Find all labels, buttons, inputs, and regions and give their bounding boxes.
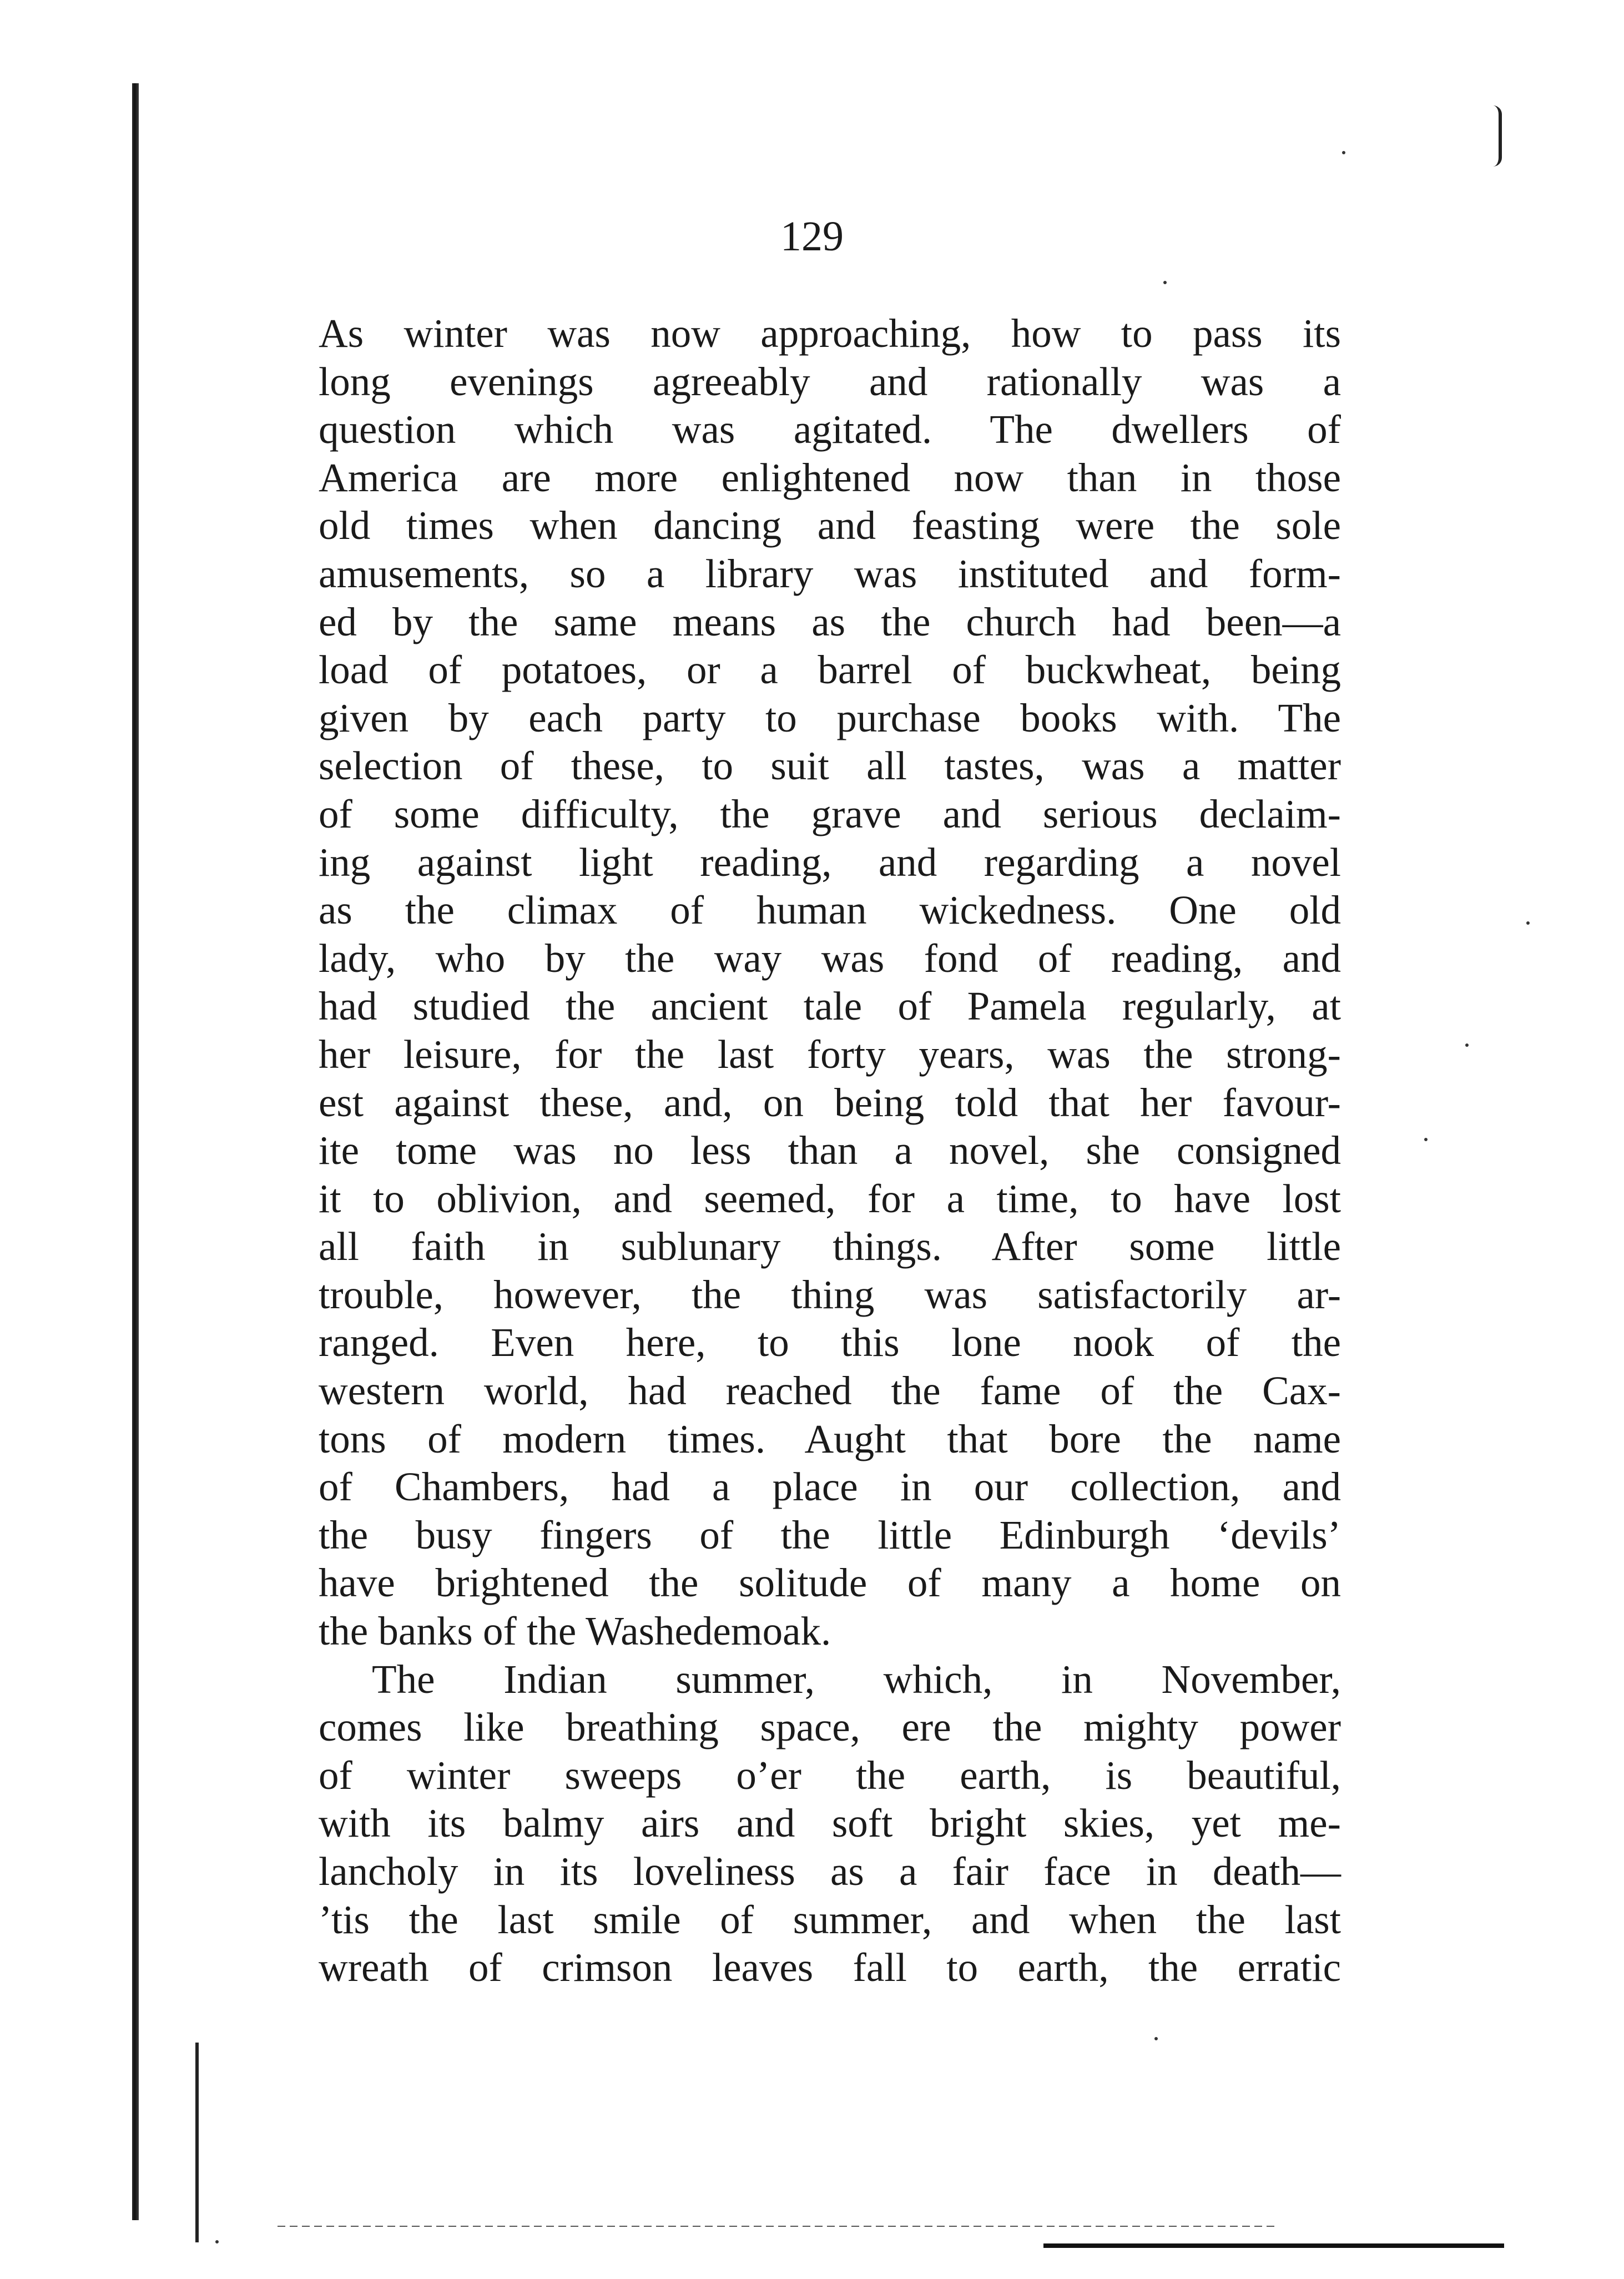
text-line: the busy fingers of the little Edinburgh ‘devils’ [319,1512,1341,1557]
text-line: tons of modern times. Aught that bore the name [319,1416,1341,1461]
text-line: ed by the same means as the church had been—a [319,599,1341,644]
text-line: amusements, so a library was instituted and form- [319,551,1341,596]
text-line: as the climax of human wickedness. One old [319,888,1341,933]
text-line: have brightened the solitude of many a home on [319,1560,1341,1606]
margin-bracket-mark [1493,105,1502,167]
text-line: of Chambers, had a place in our collection, and [319,1464,1341,1510]
text-line: ing against light reading, and regarding a novel [319,839,1341,885]
scan-speck [1465,1043,1469,1047]
text-line: the banks of the Washedemoak. [319,1609,831,1654]
page-number: 129 [780,213,844,260]
text-line: old times when dancing and feasting were the sole [319,503,1341,548]
scan-speck [1526,921,1530,925]
scan-speck [1163,281,1167,284]
text-line: est against these, and, on being told that her favour- [319,1080,1341,1125]
text-line: long evenings agreeably and rationally was a [319,359,1341,404]
text-line: lancholy in its loveliness as a fair face in death— [319,1849,1341,1894]
scan-speck [1342,151,1345,154]
text-line: trouble, however, the thing was satisfactorily ar- [319,1272,1341,1317]
text-line: of some difficulty, the grave and serious declaim- [319,791,1341,836]
scan-speck [1154,2037,1158,2040]
binding-edge-rule [132,83,139,2220]
text-line: ranged. Even here, to this lone nook of the [319,1320,1341,1365]
text-line: load of potatoes, or a barrel of buckwheat, being [319,647,1341,693]
text-line: The Indian summer, which, in November, [372,1656,1341,1702]
scan-speck [1424,1138,1428,1141]
text-line: her leisure, for the last forty years, was the strong- [319,1031,1341,1077]
scan-speck [215,2240,219,2243]
text-line: America are more enlightened now than in those [319,455,1341,500]
text-line: comes like breathing space, ere the mighty power [319,1705,1341,1750]
text-line: with its balmy airs and soft bright skies, yet me- [319,1801,1341,1846]
text-line: all faith in sublunary things. After some little [319,1224,1341,1269]
text-line: given by each party to purchase books with. The [319,695,1341,740]
text-line: ’tis the last smile of summer, and when the last [319,1897,1341,1942]
text-line: wreath of crimson leaves fall to earth, the erratic [319,1945,1341,1990]
text-line: it to oblivion, and seemed, for a time, to have lost [319,1176,1341,1221]
bottom-dashed-rule [278,2226,1277,2227]
text-line: of winter sweeps o’er the earth, is beautiful, [319,1752,1341,1798]
text-line: As winter was now approaching, how to pass its [319,311,1341,356]
text-line: ite tome was no less than a novel, she consigned [319,1128,1341,1173]
text-line: selection of these, to suit all tastes, was a matter [319,743,1341,789]
text-line: lady, who by the way was fond of reading, and [319,935,1341,981]
text-line: western world, had reached the fame of the Cax- [319,1368,1341,1414]
body-text [319,310,1341,1992]
text-line: had studied the ancient tale of Pamela regularly, at [319,984,1341,1029]
text-line: question which was agitated. The dwellers of [319,407,1341,452]
binding-edge-mark [195,2043,199,2242]
bottom-solid-rule [1043,2243,1504,2248]
